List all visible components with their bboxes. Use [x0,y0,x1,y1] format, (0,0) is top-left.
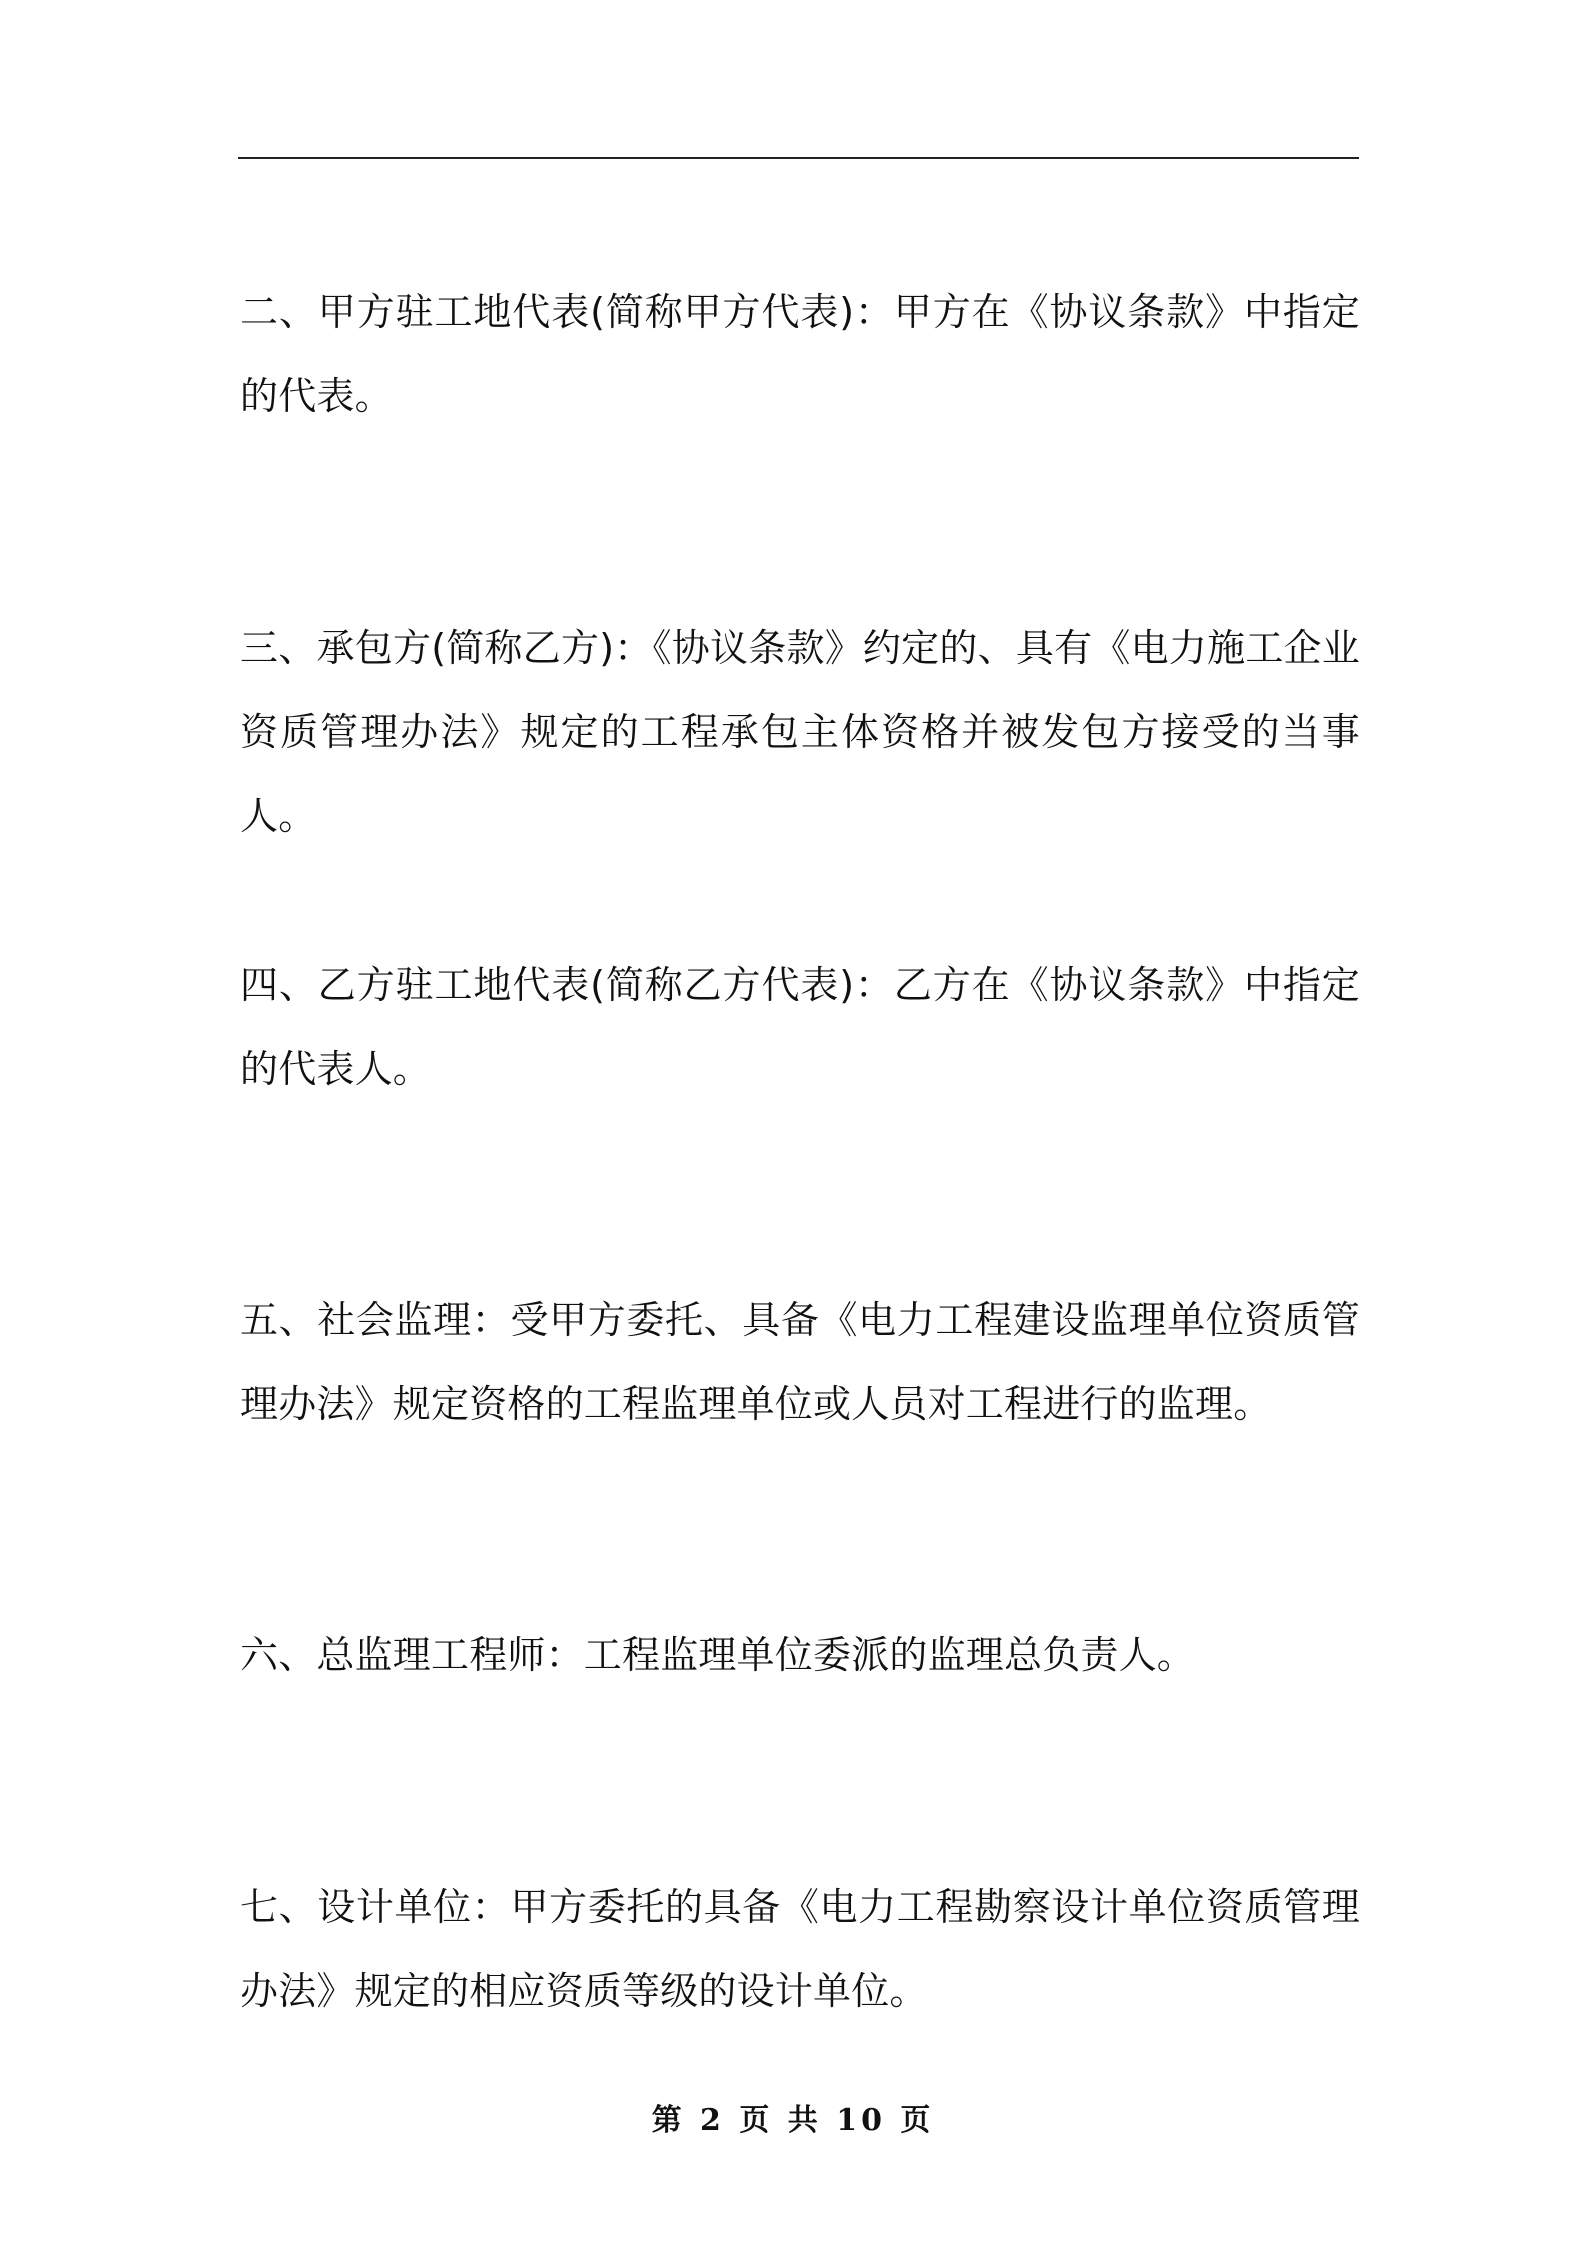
header-rule [238,157,1359,159]
paragraph-7-design-unit: 七、设计单位：甲方委托的具备《电力工程勘察设计单位资质管理办法》规定的相应资质等级的设计单位。 [240,1885,1360,2013]
paragraph-6-chief-supervising-engineer: 六、总监理工程师：工程监理单位委派的监理总负责人。 [240,1633,1196,1677]
paragraph-5-social-supervision: 五、社会监理：受甲方委托、具备《电力工程建设监理单位资质管理办法》规定资格的工程监理单位或人员对工程进行的监理。 [240,1298,1360,1426]
paragraph-3-contractor: 三、承包方(简称乙方)：《协议条款》约定的、具有《电力施工企业资质管理办法》规定的工程承包主体资格并被发包方接受的当事人。 [240,626,1360,838]
paragraph-2-site-representative-party-a: 二、甲方驻工地代表(简称甲方代表)：甲方在《协议条款》中指定的代表。 [240,290,1360,418]
page-number: 第 2 页 共 10 页 [651,2103,935,2138]
paragraph-4-site-representative-party-b: 四、乙方驻工地代表(简称乙方代表)：乙方在《协议条款》中指定的代表人。 [240,963,1360,1091]
